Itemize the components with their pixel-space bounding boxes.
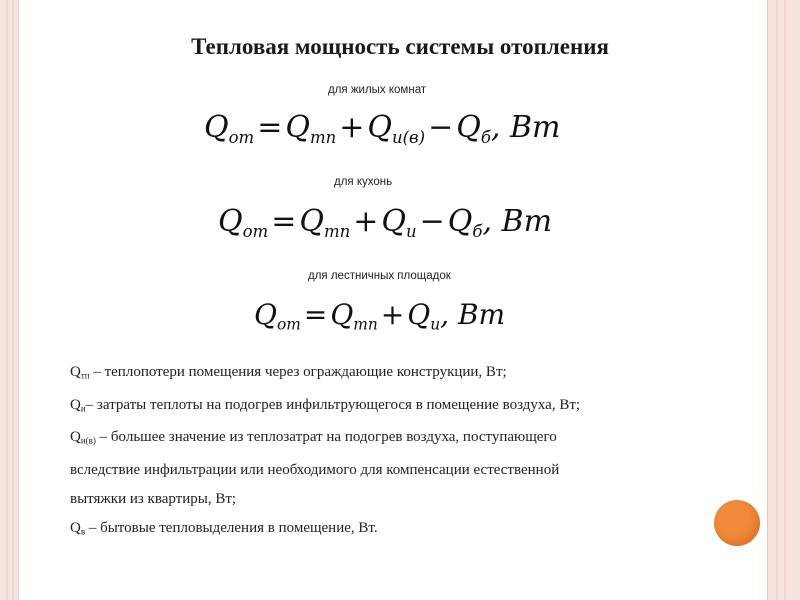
decorative-orange-circle [714, 500, 760, 546]
frame-stripe [12, 0, 14, 600]
legend-item-continuation: вследствие инфильтрации или необходимого для компенсации естественной [70, 462, 560, 479]
frame-stripe [784, 0, 786, 600]
legend-item: Qв – бытовые тепловыделения в помещение, Вт. [70, 520, 378, 537]
legend-item: Qтп – теплопотери помещения через ограждающие конструкции, Вт; [70, 364, 507, 381]
legend-item-continuation: вытяжки из квартиры, Вт; [70, 491, 237, 508]
legend-definitions [70, 358, 710, 547]
formula-kitchens: $Q_{от} = Q_{тп} + Q_и - Q_б$, Вт [218, 204, 553, 241]
caption-stairwells: для лестничных площадок [308, 270, 451, 282]
legend-item: Qи(в) – большее значение из теплозатрат на подогрев воздуха, поступающего [70, 429, 557, 447]
frame-stripe [776, 0, 778, 600]
caption-living-rooms: для жилых комнат [328, 84, 427, 96]
slide-title: Тепловая мощность системы отопления [191, 34, 609, 59]
formula-living-rooms: $Q_{от} = Q_{тп} + Q_{и(в)} - Q_б$, Вт [204, 110, 561, 147]
formula-stairwells: $Q_{от} = Q_{тп} + Q_и$, Вт [254, 298, 506, 334]
caption-kitchens: для кухонь [334, 176, 393, 188]
legend-item: Qи– затраты теплоты на подогрев инфильтрующегося в помещение воздуха, Вт; [70, 396, 581, 414]
frame-stripe [6, 0, 8, 600]
